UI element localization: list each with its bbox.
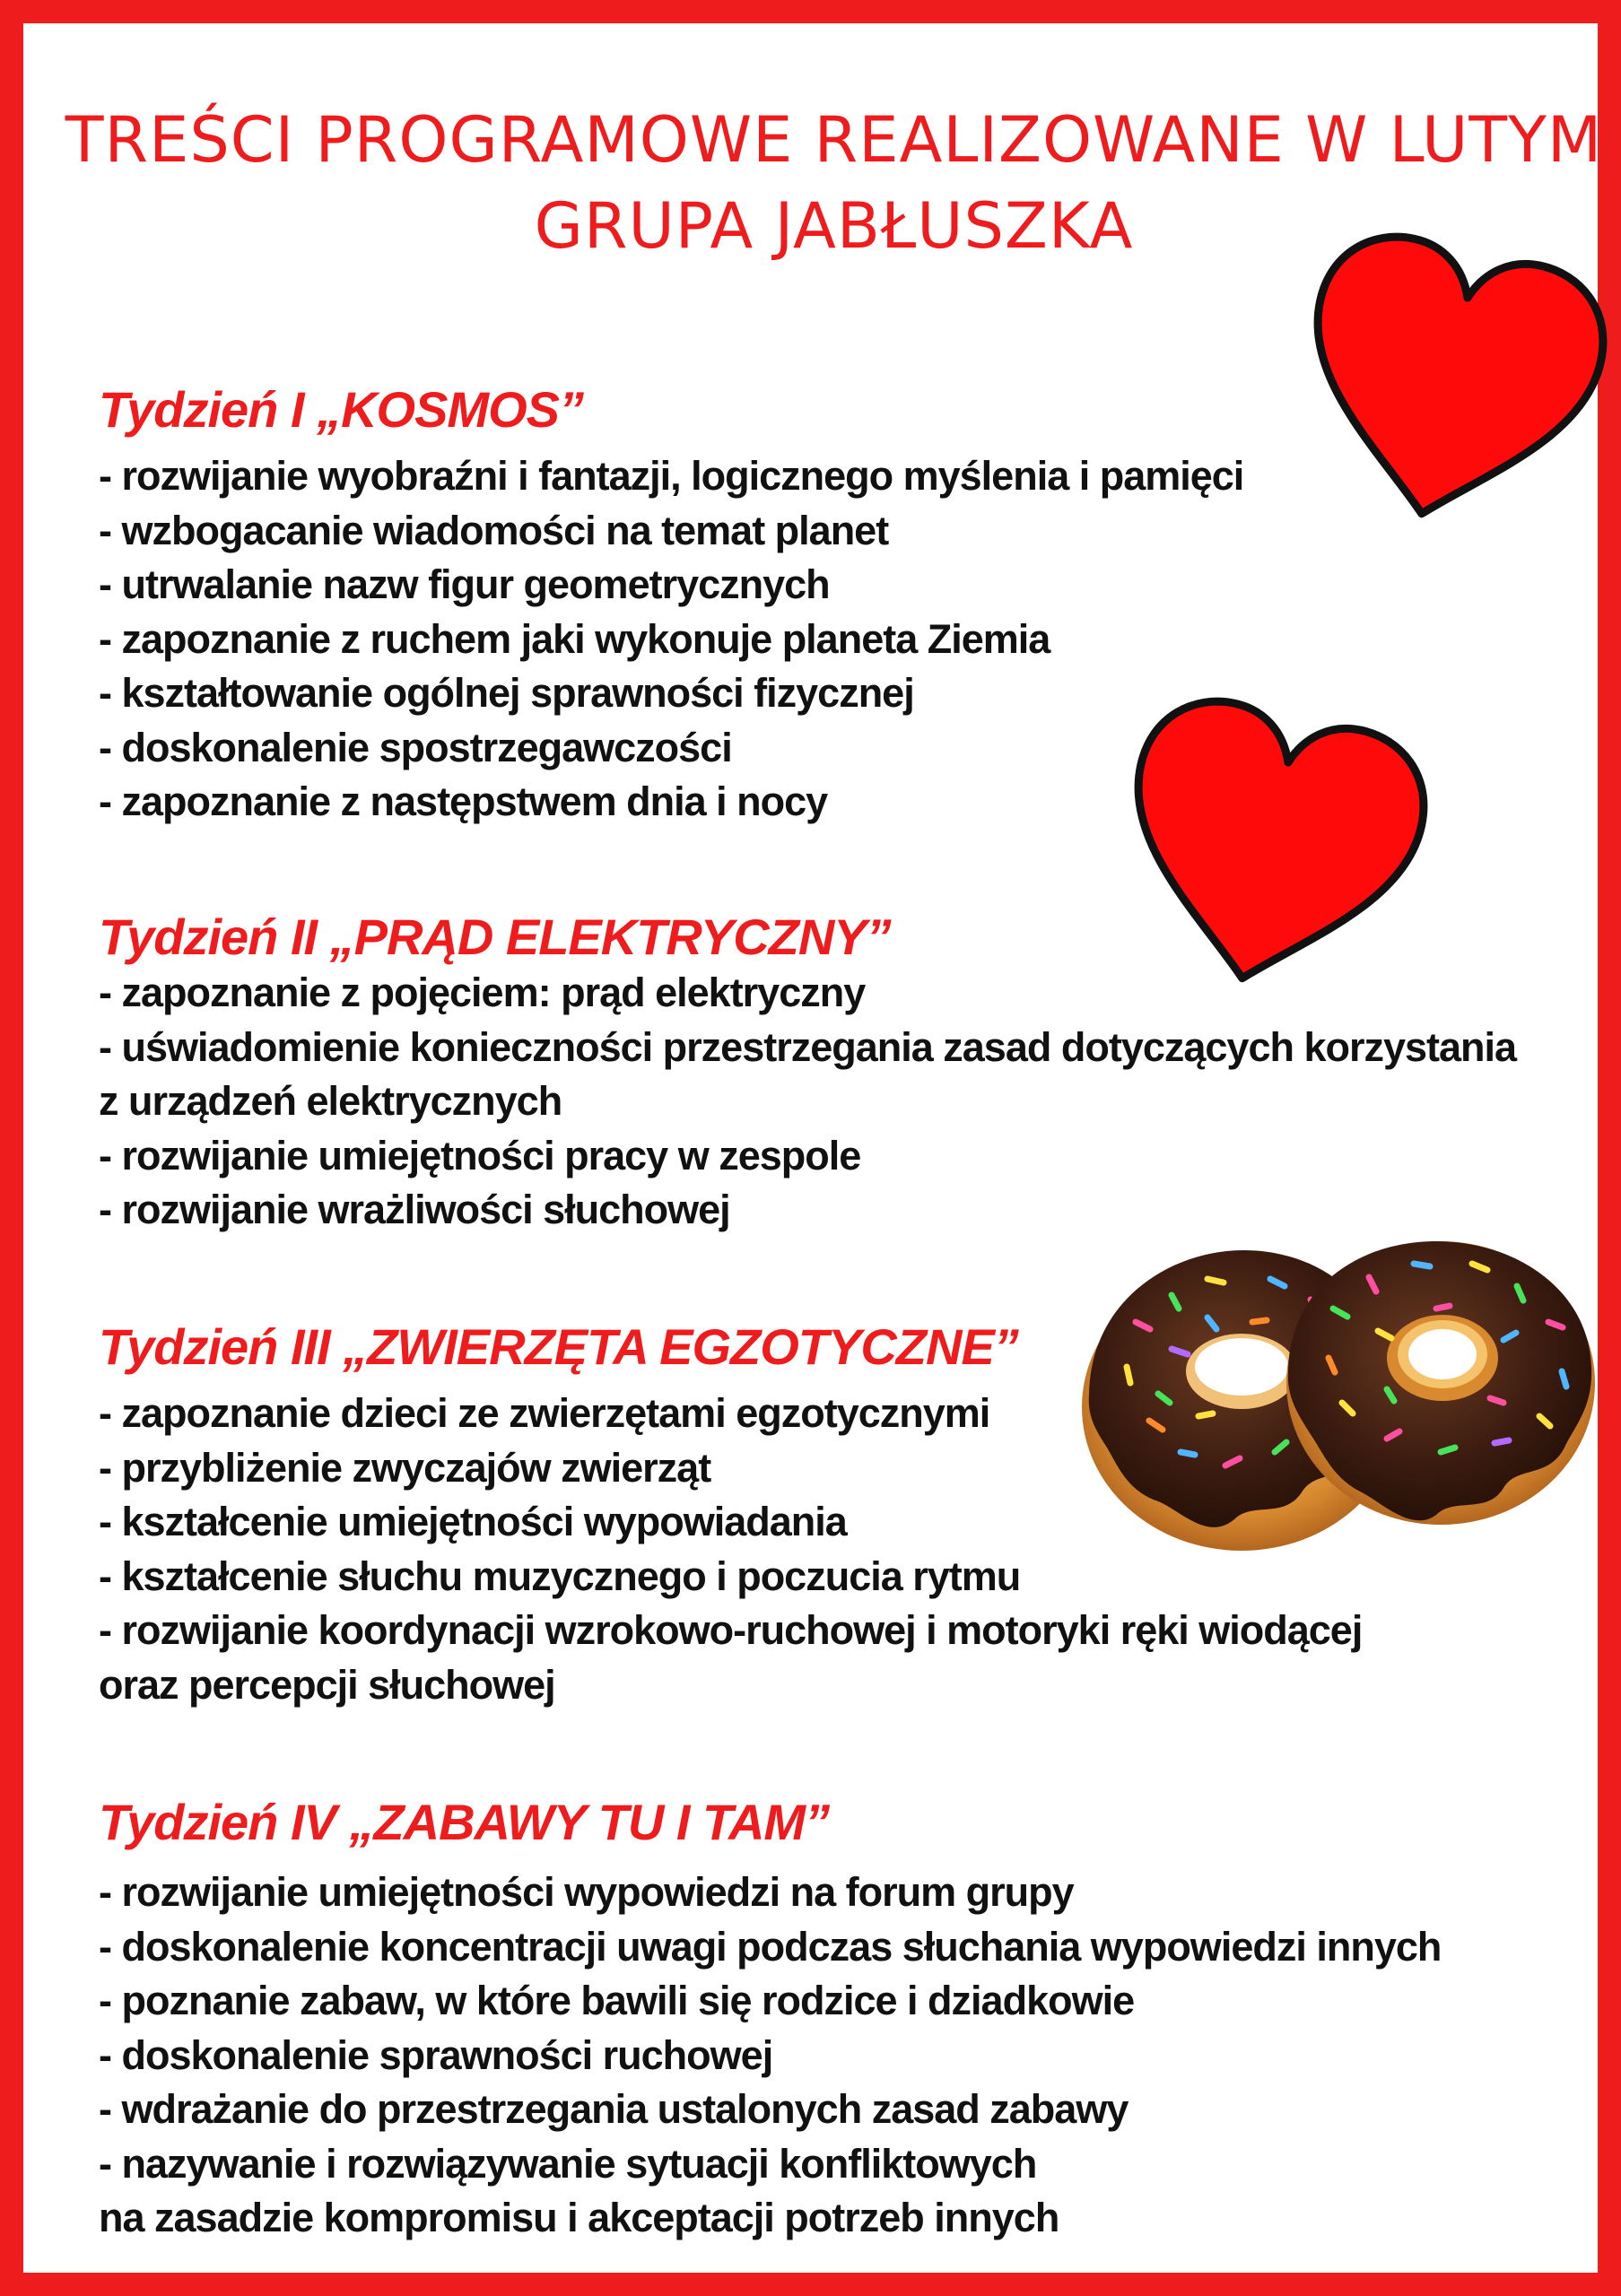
list-item: - kształcenie umiejętności wypowiadania <box>99 1499 847 1544</box>
week-1-items <box>99 449 1243 830</box>
list-item: - doskonalenie sprawności ruchowej <box>99 2031 773 2078</box>
list-item: - doskonalenie spostrzegawczości <box>99 724 732 770</box>
week-4-heading: Tydzień IV „ZABAWY TU I TAM” <box>99 1794 830 1850</box>
list-item: - rozwijanie wyobraźni i fantazji, logicznego myślenia i pamięci <box>99 453 1244 499</box>
list-item: - nazywanie i rozwiązywanie sytuacji konfliktowych <box>99 2140 1037 2187</box>
week-2-items <box>99 966 1516 1238</box>
list-item: oraz percepcji słuchowej <box>99 1661 555 1708</box>
list-item: - wdrażanie do przestrzegania ustalonych zasad zabawy <box>99 2086 1129 2132</box>
list-item: - utrwalanie nazw figur geometrycznych <box>99 561 830 607</box>
list-item: - rozwijanie umiejętności wypowiedzi na forum grupy <box>99 1869 1074 1915</box>
list-item: na zasadzie kompromisu i akceptacji potrzeb innych <box>99 2195 1059 2240</box>
list-item: - uświadomienie konieczności przestrzegania zasad dotyczących korzystania <box>99 1023 1517 1070</box>
donut-right <box>1286 1241 1595 1525</box>
title-line-1: TREŚCI PROGRAMOWE REALIZOWANE W LUTYM <box>65 103 1603 177</box>
week-1-heading: Tydzień I „KOSMOS” <box>99 381 583 438</box>
list-item: - wzbogacanie wiadomości na temat planet <box>99 507 889 553</box>
list-item: - zapoznanie z ruchem jaki wykonuje planeta Ziemia <box>99 615 1050 662</box>
list-item: - doskonalenie koncentracji uwagi podczas słuchania wypowiedzi innych <box>99 1923 1442 1970</box>
list-item: - kształcenie słuchu muzycznego i poczucia rytmu <box>99 1552 1021 1599</box>
week-3-heading: Tydzień III „ZWIERZĘTA EGZOTYCZNE” <box>99 1318 1018 1375</box>
donuts-illustration <box>1073 1223 1602 1564</box>
list-item: - rozwijanie koordynacji wzrokowo-ruchowej i motoryki ręki wiodącej <box>99 1607 1363 1653</box>
list-item: - zapoznanie dzieci ze zwierzętami egzotycznymi <box>99 1390 990 1436</box>
week-2-heading: Tydzień II „PRĄD ELEKTRYCZNY” <box>99 909 891 965</box>
heart-icon <box>1288 230 1611 535</box>
week-4-section <box>99 1793 1441 2246</box>
list-item: - poznanie zabaw, w które bawili się rodzice i dziadkowie <box>99 1978 1135 2023</box>
list-item: z urządzeń elektrycznych <box>99 1078 562 1124</box>
list-item: - zapoznanie z pojęciem: prąd elektryczny <box>99 970 866 1015</box>
list-item: - zapoznanie z następstwem dnia i nocy <box>99 778 828 824</box>
week-4-items <box>99 1866 1441 2246</box>
heart-icon <box>1109 694 1432 999</box>
list-item: - rozwijanie umiejętności pracy w zespole <box>99 1132 861 1178</box>
week-1-section <box>99 380 1243 830</box>
list-item: - rozwijanie wrażliwości słuchowej <box>99 1187 730 1232</box>
list-item: - kształtowanie ogólnej sprawności fizycznej <box>99 670 914 716</box>
list-item: - przybliżenie zwyczajów zwierząt <box>99 1444 711 1491</box>
title-line-2: GRUPA JABŁUSZKA <box>534 189 1134 263</box>
